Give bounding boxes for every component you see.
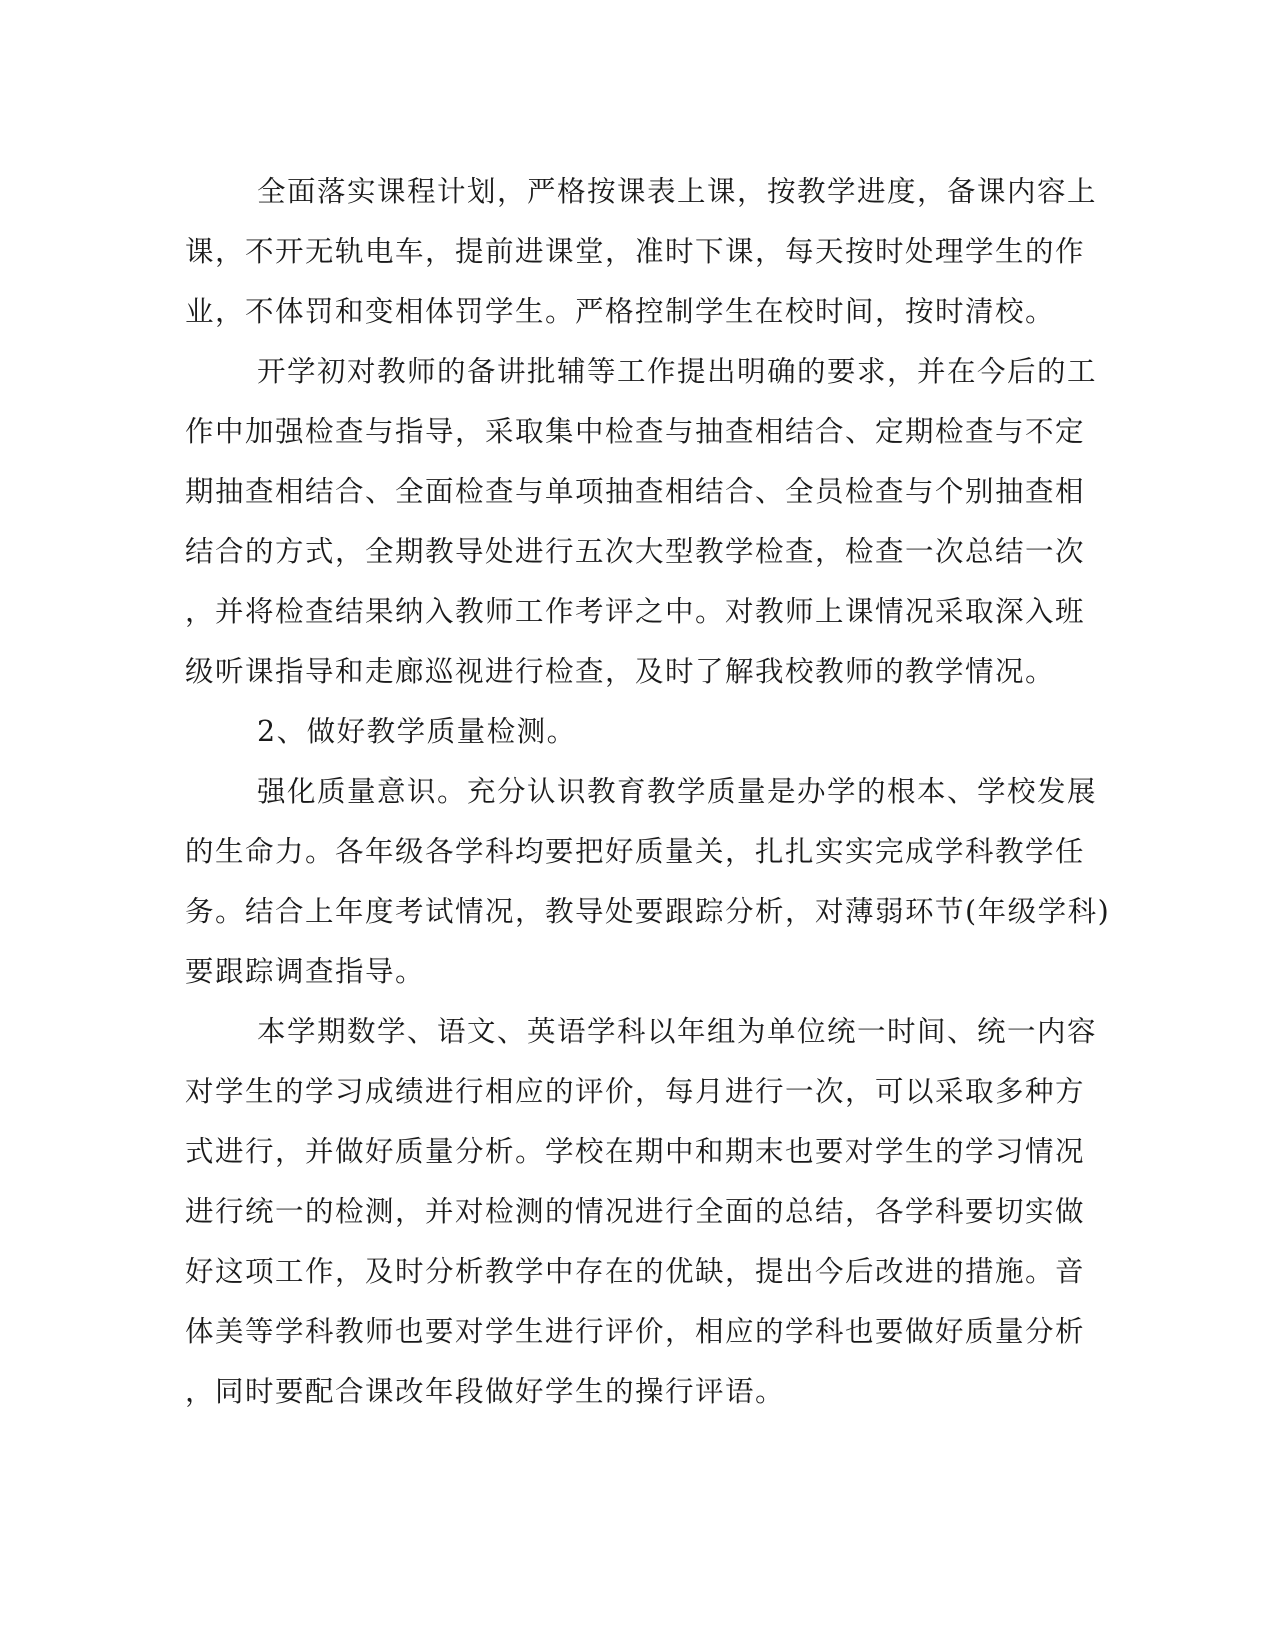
- document-body: [185, 162, 1111, 1422]
- text-line-12: 的生命力。各年级各学科均要把好质量关，扎扎实实完成学科教学任: [185, 835, 1086, 868]
- text-line-5: 作中加强检查与指导，采取集中检查与抽查相结合、定期检查与不定: [185, 415, 1086, 448]
- text-line-16: 对学生的学习成绩进行相应的评价，每月进行一次，可以采取多种方: [185, 1075, 1086, 1108]
- text-line-17: 式进行，并做好质量分析。学校在期中和期末也要对学生的学习情况: [185, 1135, 1086, 1168]
- text-line-3: 业，不体罚和变相体罚学生。严格控制学生在校时间，按时清校。: [185, 295, 1056, 328]
- text-line-18: 进行统一的检测，并对检测的情况进行全面的总结，各学科要切实做: [185, 1195, 1086, 1228]
- text-line-20: 体美等学科教师也要对学生进行评价，相应的学科也要做好质量分析: [185, 1315, 1086, 1348]
- text-line-7: 结合的方式，全期教导处进行五次大型教学检查，检查一次总结一次: [185, 535, 1086, 568]
- text-line-6: 期抽查相结合、全面检查与单项抽查相结合、全员检查与个别抽查相: [185, 475, 1086, 508]
- text-line-9: 级听课指导和走廊巡视进行检查，及时了解我校教师的教学情况。: [185, 655, 1056, 688]
- text-line-14: 要跟踪调查指导。: [185, 955, 426, 988]
- text-line-4: 开学初对教师的备讲批辅等工作提出明确的要求，并在今后的工: [257, 355, 1098, 388]
- text-line-15: 本学期数学、语文、英语学科以年组为单位统一时间、统一内容: [257, 1015, 1098, 1048]
- text-line-13: 务。结合上年度考试情况，教导处要跟踪分析，对薄弱环节(年级学科): [185, 895, 1111, 928]
- text-line-1: 全面落实课程计划，严格按课表上课，按教学进度，备课内容上: [257, 175, 1098, 208]
- text-line-21: ，同时要配合课改年段做好学生的操行评语。: [185, 1375, 786, 1408]
- text-line-19: 好这项工作，及时分析教学中存在的优缺，提出今后改进的措施。音: [185, 1255, 1086, 1288]
- text-line-11: 强化质量意识。充分认识教育教学质量是办学的根本、学校发展: [257, 775, 1098, 808]
- text-line-8: ，并将检查结果纳入教师工作考评之中。对教师上课情况采取深入班: [185, 595, 1086, 628]
- section-heading: 2、做好教学质量检测。: [257, 715, 577, 748]
- text-line-2: 课，不开无轨电车，提前进课堂，准时下课，每天按时处理学生的作: [185, 235, 1086, 268]
